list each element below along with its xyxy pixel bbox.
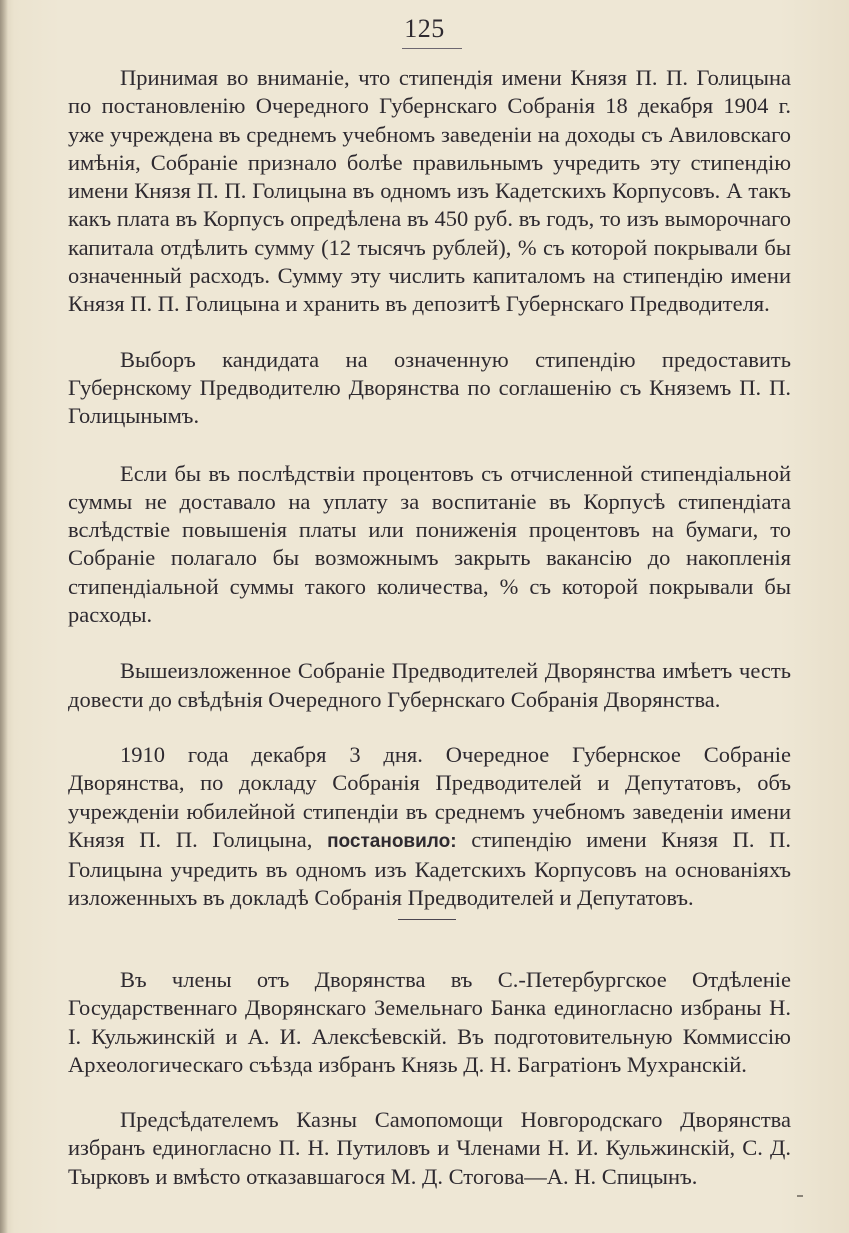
print-mark [797, 1195, 803, 1197]
paragraph-resolution [68, 741, 791, 913]
resolution-text-before: 1910 года декабря 3 дня. Очередное Губернское Собраніе Дворянства, по докладу Собранія Предводителей и Депутатовъ, объ учрежденіи юбилейной стипендіи въ среднемъ учебномъ заведеніи имени Князя П. П. Голицына, [68, 741, 791, 852]
resolution-text-after: стипендію имени Князя П. П. Голицына учредить въ одномъ изъ Кадетскихъ Корпусовъ на основаніяхъ изложенныхъ въ докладѣ Собранія Предводителей и Депутатовъ. [68, 826, 791, 911]
paragraph-report-submission: Вышеизложенное Собраніе Предводителей Дворянства имѣетъ честь довести до свѣдѣнія Очередного Губернскаго Собранія Дворянства. [68, 658, 791, 712]
paragraph-bank-election: Въ члены отъ Дворянства въ С.-Петербургское Отдѣленіе Государственнаго Дворянскаго Земельнаго Банка единогласно избраны Н. І. Кульжинскій и А. И. Алексѣевскій. Въ подготовительную Коммиссію Археологическаго съѣзда избранъ Князь Д. Н. Багратіонъ Мухранскій. [68, 967, 791, 1077]
resolution-keyword: постановило: [327, 830, 457, 852]
elections-text [68, 966, 791, 1191]
paragraph-candidate-selection: Выборъ кандидата на означенную стипендію предоставить Губернскому Предводителю Дворянства по соглашенію съ Княземъ П. П. Голицынымъ. [68, 346, 791, 429]
paragraph-vacancy-condition: Если бы въ послѣдствіи процентовъ съ отчисленной стипендіальной суммы не доставало на уплату за воспитаніе въ Корпусѣ стипендіата вслѣдствіе повышенія платы или пониженія процентовъ на бумаги, то Собраніе полагало бы возможнымъ закрыть вакансію до накопленія стипендіальной суммы такого количества, % съ которой покрывали бы расходы. [68, 460, 791, 628]
paragraph-mutual-aid-election: Предсѣдателемъ Казны Самопомощи Новгородскаго Дворянства избранъ единогласно П. Н. Путиловъ и Членами Н. И. Кульжинскій, С. Д. Тырковъ и вмѣсто отказавшагося М. Д. Стогова—А. Н. Спицынъ. [68, 1107, 791, 1189]
section-divider [398, 919, 456, 920]
page-number-underline [402, 48, 462, 49]
page-number: 125 [404, 14, 445, 43]
report-text [68, 64, 791, 913]
page-edge-shadow [0, 0, 8, 1233]
paragraph-stipend-transfer: Принимая во вниманіе, что стипендія имени Князя П. П. Голицына по постановленію Очередного Губернскаго Собранія 18 декабря 1904 г. уже учреждена въ среднемъ учебномъ заведеніи на доходы съ Авиловскаго имѣнія, Собраніе признало болѣе правильнымъ учредить эту стипендію имени Князя П. П. Голицына въ одномъ изъ Кадетскихъ Корпусовъ. А такъ какъ плата въ Корпусъ опредѣлена въ 450 руб. въ годъ, то изъ выморочнаго капитала отдѣлить сумму (12 тысячъ рублей), % съ которой покрывали бы означенный расходъ. Сумму эту числить капиталомъ на стипендію имени Князя П. П. Голицына и хранить въ депозитѣ Губернскаго Предводителя. [68, 65, 791, 317]
